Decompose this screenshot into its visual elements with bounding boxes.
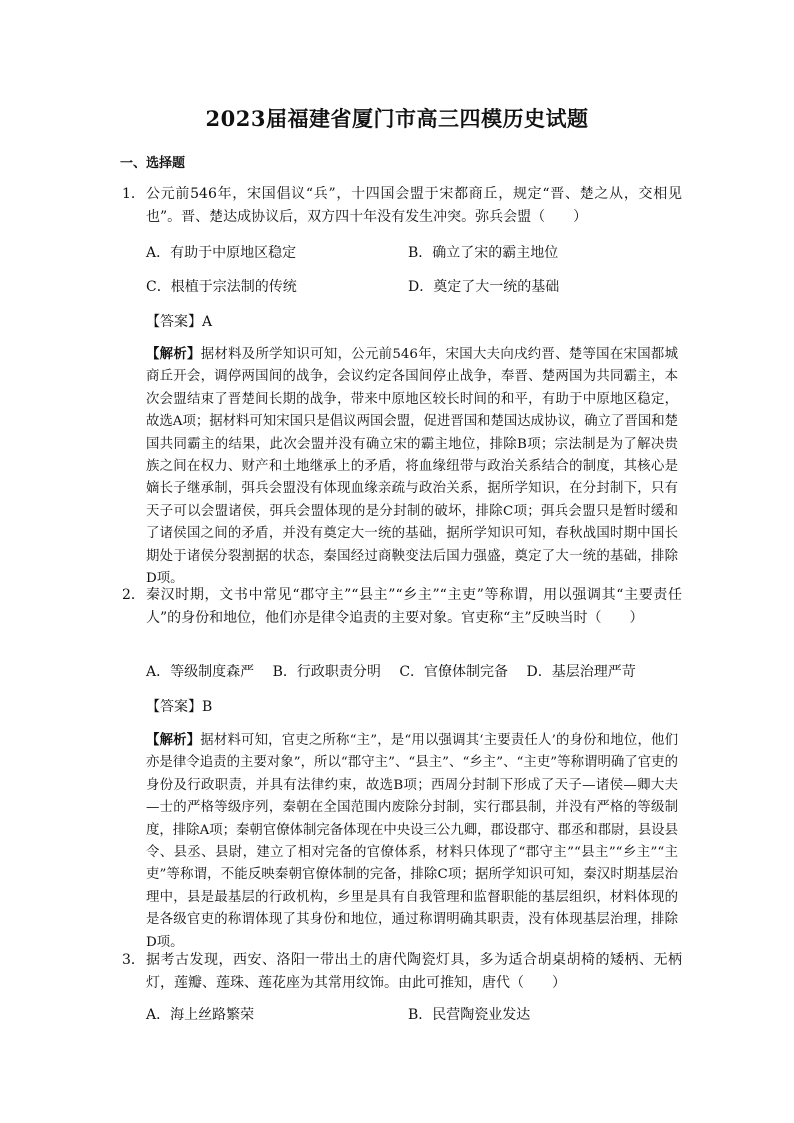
answer-label: 【答案】A: [146, 314, 213, 330]
question-2: [122, 584, 682, 630]
option-c: C．根植于宗法制的传统: [146, 279, 297, 295]
option-b: B．民营陶瓷业发达: [408, 1007, 531, 1023]
explanation: [146, 343, 678, 590]
answer-label: 【答案】B: [146, 699, 213, 715]
option-a: A．海上丝路繁荣: [146, 1007, 255, 1023]
explanation: [146, 729, 678, 954]
question-stem: 据考古发现，西安、洛阳一带出土的唐代陶瓷灯具，多为适合胡桌胡椅的矮柄、无柄灯，莲瓣、莲珠、莲花座为其常用纹饰。由此可推知，唐代（ ）: [146, 952, 682, 991]
question-3: [122, 949, 682, 995]
option-b: B．行政职责分明: [272, 664, 381, 680]
explanation-text: 据材料可知，官吏之所称“主”，是“用以强调其‘主要责任人’的身份和地位，他们亦是律令追责的主要对象”，所以“郡守主”、“县主”、“乡主”、“主吏”等称谓明确了官吏的身份及行政职责，并具有法律约束，故选B项；西周分封制下形成了天子—诸侯—卿大夫—士的严格等级序列，秦朝在全国范围内废除分封制，实行郡县制，并没有严格的等级制度，排除A项；秦朝官僚体制完备体现在中央设三公九卿，郡设郡守、郡丞和郡尉，县设县令、县丞、县尉，建立了相对完备的官僚体系，材料只体现了“郡守主”“县主”“乡主”“主吏”等称谓，不能反映秦朝官僚体制的完备，排除C项；据所学知识可知，秦汉时期基层治理中，县是最基层的行政机构，乡里是具有自我管理和监督职能的基层组织，材料体现的是各级官吏的称谓体现了其身份和地位，通过称谓明确其职责，没有体现基层治理，排除D项。: [146, 733, 678, 950]
options-row: [146, 661, 650, 681]
question-number: 2．: [122, 587, 145, 603]
option-d: D．奠定了大一统的基础: [408, 279, 560, 295]
option-a: A．等级制度森严: [146, 664, 255, 680]
explanation-text: 据材料及所学知识可知，公元前546年，宋国大夫向戌约晋、楚等国在宋国都城商丘开会，调停两国间的战争，会议约定各国间停止战争，奉晋、楚两国为共同霸主，本次会盟结束了晋楚间长期的战争，带来中原地区较长时间的和平，有助于中原地区稳定，故选A项；据材料可知宋国只是倡议两国会盟，促进晋国和楚国达成协议，确立了晋国和楚国共同霸主的结果，此次会盟并没有确立宋的霸主地位，排除B项；宗法制是为了解决贵族之间在权力、财产和土地继承上的矛盾，将血缘纽带与政治关系结合的制度，其核心是嫡长子继承制，弭兵会盟没有体现血缘亲疏与政治关系，据所学知识，在分封制下，只有天子可以会盟诸侯，弭兵会盟体现的是分封制的破坏，排除C项；弭兵会盟只是暂时缓和了诸侯国之间的矛盾，并没有奠定大一统的基础，据所学知识可知，春秋战国时期中国长期处于诸侯分裂割据的状态，秦国经过商鞅变法后国力强盛，奠定了大一统的基础，排除D项。: [146, 347, 678, 587]
option-d: D．基层治理严苛: [526, 664, 636, 680]
explanation-tag: 【解析】: [146, 732, 201, 748]
option-c: C．官僚体制完备: [399, 664, 509, 680]
option-b: B．确立了宋的霸主地位: [408, 245, 559, 261]
section-heading: 一、选择题: [120, 156, 186, 171]
explanation-tag: 【解析】: [146, 346, 201, 362]
option-a: A．有助于中原地区稳定: [146, 245, 297, 261]
question-stem: 公元前546年，宋国倡议“兵”，十四国会盟于宋都商丘，规定“晋、楚之从，交相见也”。晋、楚达成协议后，双方四十年没有发生冲突。弥兵会盟（ ）: [146, 186, 682, 225]
question-stem: 秦汉时期，文书中常见“郡守主”“县主”“乡主”“主吏”等称谓，用以强调其“主要责任人”的身份和地位，他们亦是律令追责的主要对象。官吏称“主”反映当时（ ）: [146, 587, 682, 626]
question-1: [122, 183, 682, 229]
question-number: 1．: [122, 186, 145, 202]
document-title: 2023届福建省厦门市高三四模历史试题: [205, 106, 589, 131]
question-number: 3．: [122, 952, 145, 968]
